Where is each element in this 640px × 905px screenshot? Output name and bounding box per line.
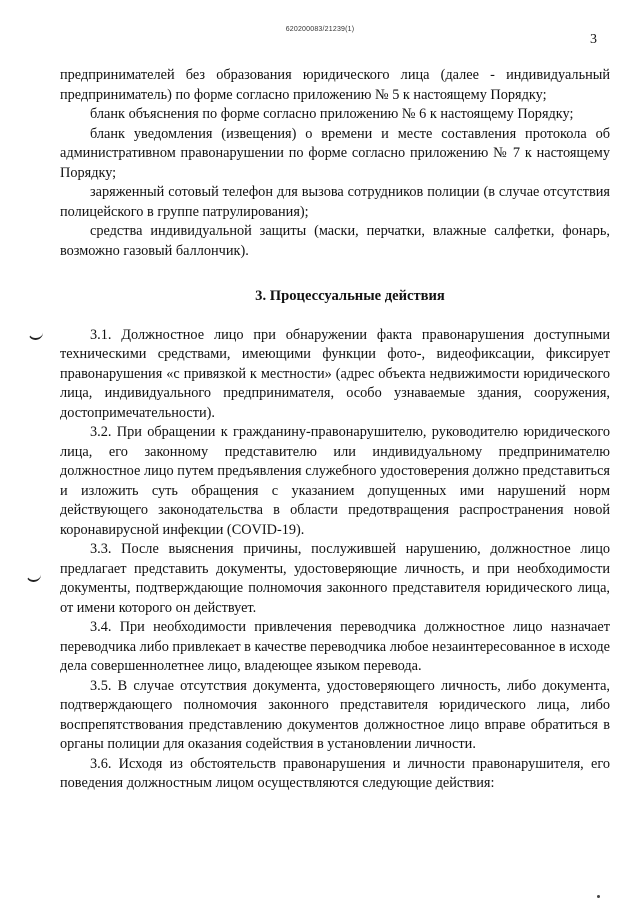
- paragraph: предпринимателей без образования юридического лица (далее - индивидуальный предприниматель) по форме согласно приложению № 5 к настоящему Порядку;: [60, 67, 610, 103]
- paragraph: средства индивидуальной защиты (маски, перчатки, влажные салфетки, фонарь, возможно газовый баллончик).: [60, 223, 610, 259]
- margin-mark: [28, 330, 43, 340]
- page-number: 3: [590, 32, 597, 47]
- paragraph: 3.5. В случае отсутствия документа, удостоверяющего личность, либо документа, подтверждающего полномочия законного представителя юридического лица, либо воспрепятствования представлению документов должностное лицо вправе обратиться в органы полиции для оказания содействия в установлении личности.: [60, 677, 610, 752]
- paragraph: 3.3. После выяснения причины, послужившей нарушению, должностное лицо предлагает представить документы, удостоверяющие личность, и при необходимости документы, подтверждающие полномочия законного представителя юридического лица, от имени которого он действует.: [60, 541, 610, 616]
- paragraph: 3.4. При необходимости привлечения переводчика должностное лицо назначает переводчика либо привлекает в качестве переводчика любое незаинтересованное в исходе дела совершеннолетнее лицо, владеющее языком перевода.: [60, 619, 610, 674]
- section-title: 3. Процессуальные действия: [255, 288, 445, 304]
- paragraph: 3.1. Должностное лицо при обнаружении факта правонарушения доступными техническими средствами, имеющими функции фото-, видеофиксации, фиксирует правонарушения «с привязкой к местности» (адрес объекта недвижимости юридического лица, индивидуального предпринимателя, особо узнаваемые здания, сооружения, достопримечательности).: [60, 326, 610, 421]
- paragraph: заряженный сотовый телефон для вызова сотрудников полиции (в случае отсутствия полицейского в группе патрулирования);: [60, 184, 610, 220]
- paragraph: 3.2. При обращении к гражданину-правонарушителю, руководителю юридического лица, его законному представителю или индивидуальному предпринимателю должностное лицо путем предъявления служебного удостоверения должно представиться и изложить суть обращения с указанием допущенных ими нарушений норм действующего законодательства в области предотвращения распространения новой коронавирусной инфекции (COVID-19).: [60, 424, 610, 538]
- paragraph: бланк уведомления (извещения) о времени и месте составления протокола об административном правонарушении по форме согласно приложению № 7 к настоящему Порядку;: [60, 125, 610, 181]
- margin-dot: [597, 895, 600, 898]
- paragraph: 3.6. Исходя из обстоятельств правонарушения и личности правонарушителя, его поведения должностным лицом осуществляются следующие действия:: [60, 755, 610, 791]
- paragraph: бланк объяснения по форме согласно приложению № 6 к настоящему Порядку;: [90, 106, 574, 122]
- document-id: 620200083/21239(1): [285, 26, 355, 33]
- margin-mark: [26, 572, 41, 582]
- document-body: [60, 66, 610, 794]
